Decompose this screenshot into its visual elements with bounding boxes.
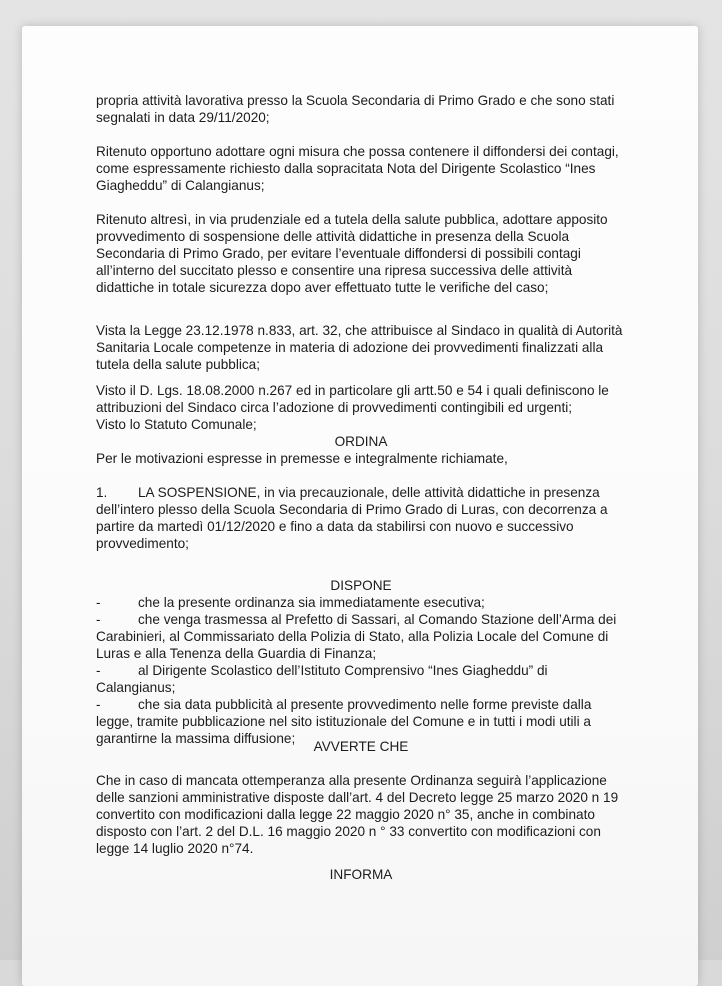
dispone-item: che venga trasmessa al Prefetto di Sassari, al Comando Stazione dell’Arma dei Carabinieri, al Commissariato della Polizia di Stato, alla Polizia Locale del Comune di Luras e alla Tenenza della Guardia di Finanza;: [96, 612, 617, 661]
dash-bullet: -: [96, 612, 101, 627]
item-text: , in via precauzionale, delle attività didattiche in presenza dell’intero plesso della Scuola Secondaria di Primo Grado di Luras, con decorrenza a partire da martedì 01/12/2020 e fino a data da stabilirsi con nuovo e successivo provvedimento;: [96, 485, 608, 551]
dispone-list: [96, 594, 626, 611]
paragraph-segnalati: propria attività lavorativa presso la Scuola Secondaria di Primo Grado e che sono stati segnalati in data 29/11/2020;: [96, 93, 615, 125]
dispone-list-item-3: [96, 662, 626, 696]
ordina-item-1: [96, 484, 626, 552]
paragraph-vista-legge: Vista la Legge 23.12.1978 n.833, art. 32, che attribuisce al Sindaco in qualità di Autorità Sanitaria Locale competenze in materia di adozione dei provvedimenti finalizzati alla tutela della salute pubblica;: [96, 323, 623, 372]
paragraph-ritenuto-altresi: Ritenuto altresì, in via prudenziale ed a tutela della salute pubblica, adottare apposito provvedimento di sospensione delle attività didattiche in presenza della Scuola Secondaria di Primo Grado, per evitare l’eventuale diffondersi di possibili contagi all’interno del succitato plesso e consentire una ripresa successiva delle attività didattiche in totale sicurezza dopo aver effettuato tutte le verifiche del caso;: [96, 212, 608, 295]
dash-bullet: -: [96, 697, 101, 712]
paragraph-sanzioni: Che in caso di mancata ottemperanza alla presente Ordinanza seguirà l’applicazione delle sanzioni amministrative disposte dall’art. 4 del Decreto legge 25 marzo 2020 n 19 convertito con modificazioni dalla legge 22 maggio 2020 n° 35, anche in combinato disposto con l’art. 2 del D.L. 16 maggio 2020 n ° 33 convertito con modificazioni con legge 14 luglio 2020 n°74.: [96, 773, 619, 856]
dispone-list-item-2: [96, 611, 626, 662]
dash-bullet: -: [96, 663, 101, 678]
paragraph-visto-dlgs: Visto il D. Lgs. 18.08.2000 n.267 ed in particolare gli artt.50 e 54 i quali definiscono le attribuzioni del Sindaco circa l’adozione di provvedimenti contingibili ed urgenti; Visto lo Statuto Comunale;: [96, 382, 626, 433]
paragraph-motivazioni: Per le motivazioni espresse in premesse e integralmente richiamate,: [96, 451, 508, 466]
heading-avverte-che: AVVERTE CHE: [313, 739, 409, 754]
item-lead: LA SOSPENSIONE: [138, 485, 257, 500]
heading-dispone: DISPONE: [330, 578, 392, 593]
paragraph-statuto: Visto lo Statuto Comunale;: [96, 417, 257, 432]
heading-ordina: ORDINA: [334, 434, 388, 449]
dispone-item: al Dirigente Scolastico dell’Istituto Comprensivo “Ines Giagheddu” di Calangianus;: [96, 663, 548, 695]
dispone-item: che sia data pubblicità al presente provvedimento nelle forme previste dalla legge, tramite pubblicazione nel sito istituzionale del Comune e in tutti i modi utili a garantirne la massima diffusione;: [96, 697, 592, 746]
dash-bullet: -: [96, 595, 101, 610]
paragraph-ritenuto-opportuno: Ritenuto opportuno adottare ogni misura che possa contenere il diffondersi dei contagi, come espressamente richiesto dalla sopracitata Nota del Dirigente Scolastico “Ines Giagheddu” di Calangianus;: [96, 144, 619, 193]
item-number: 1.: [96, 485, 108, 500]
heading-informa: INFORMA: [329, 867, 393, 882]
dispone-item: - che la presente ordinanza sia immediatamente esecutiva;: [96, 595, 485, 610]
